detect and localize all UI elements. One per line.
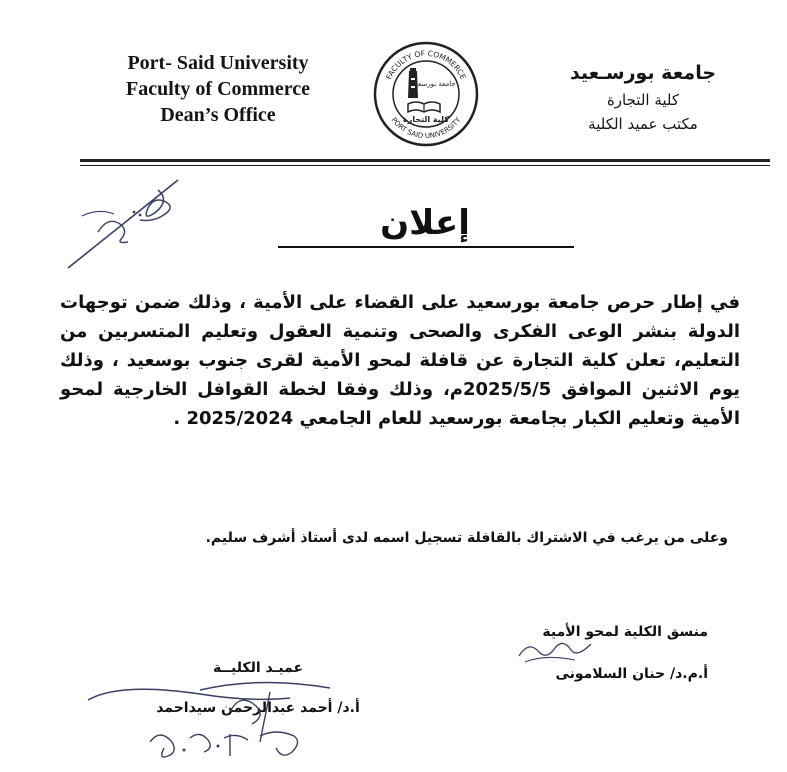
dean-name: أ.د/ أحمد عبدالرحمن سيداحمد: [156, 700, 360, 716]
seal-inner-faculty: كلية التجارة: [403, 115, 449, 124]
english-office-name: Dean’s Office: [160, 104, 276, 126]
english-university-name: Port- Said University: [127, 52, 309, 74]
seal-ring-top-text: FACULTY OF COMMERCE: [384, 48, 468, 81]
arabic-faculty-name: كلية التجارة: [606, 91, 680, 109]
title-underline: [278, 246, 574, 248]
seal-inner-university: جامعة بورسعيد: [412, 80, 456, 88]
arabic-university-name: جامعة بورسـعيد: [569, 62, 717, 84]
english-faculty-name: Faculty of Commerce: [125, 78, 310, 100]
english-letterhead: [88, 50, 348, 128]
dean-role: عميـد الكليــة: [212, 660, 304, 676]
seal-ring-bottom-text: PORT SAID UNIVERSITY: [389, 116, 463, 141]
faculty-seal: [372, 40, 480, 148]
registration-note: وعلى من يرغب في الاشتراك بالقافلة تسجيل اسمه لدى أستاذ أشرف سليم.: [205, 530, 728, 546]
coordinator-name: أ.م.د/ حنان السلامونى: [555, 666, 708, 682]
arabic-office-name: مكتب عميد الكلية: [588, 115, 698, 133]
dean-handwritten-signature: [80, 672, 380, 768]
coordinator-role: منسق الكلية لمحو الأمية: [542, 624, 708, 640]
arabic-letterhead: [548, 58, 738, 136]
announcement-body: في إطار حرص جامعة بورسعيد على القضاء على الأمية ، وذلك ضمن توجهات الدولة بنشر الوعى الفكرى والصحى وتنمية العقول وتعليم المتسربين من التعليم، تعلن كلية التجارة عن قافلة لمحو الأمية لقرى جنوب بوسعيد ، وذلك يوم الاثنين الموافق 2025/5/5م، وذلك وفقا لخطة القوافل الخارجية لمحو الأمية وتعليم الكبار بجامعة بورسعيد للعام الجامعي 2025/2024 .: [60, 292, 740, 429]
coordinator-handwritten-signature: [515, 632, 595, 666]
header-rule-thick: [80, 159, 770, 162]
announcement-title: إعلان: [380, 203, 470, 243]
header-rule-thin: [80, 165, 770, 166]
margin-handwritten-signature: [58, 172, 198, 272]
book-icon: [408, 102, 440, 112]
